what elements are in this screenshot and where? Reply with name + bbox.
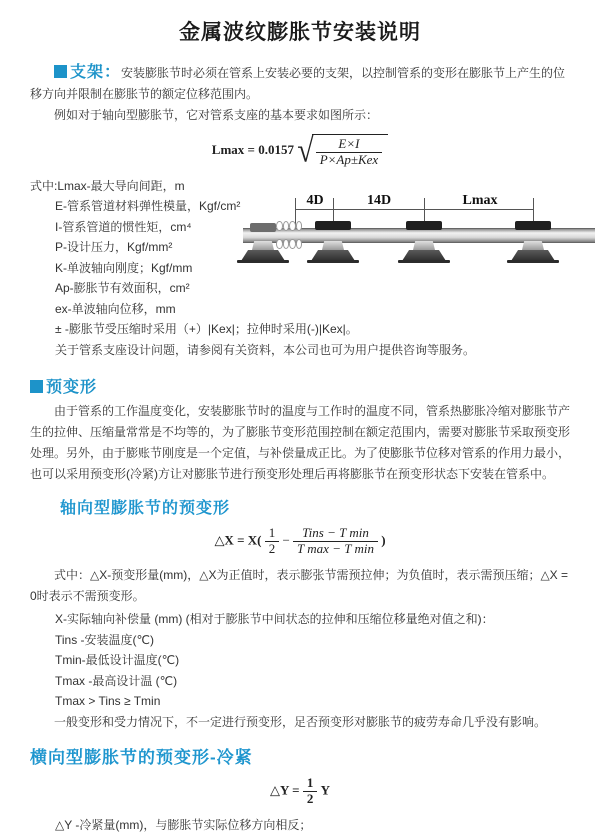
lateral-formula-post: Y xyxy=(320,782,330,798)
radicand xyxy=(312,134,389,168)
lateral-fraction-numerator: 1 xyxy=(303,776,318,792)
anchor-clamp xyxy=(250,223,276,232)
lmax-formula-lhs: Lmax = 0.0157 xyxy=(211,141,294,157)
dimension-label-lmax: Lmax xyxy=(462,193,498,208)
support-baseplate xyxy=(237,260,289,263)
axial-formula xyxy=(30,526,570,557)
support-clamp xyxy=(515,221,551,230)
support-stem xyxy=(322,241,344,250)
support-stem xyxy=(413,241,435,250)
blue-square-bullet-icon xyxy=(30,380,43,393)
lateral-fraction-denominator: 2 xyxy=(306,790,314,806)
definition-line: 式中:Lmax-最大导向间距，m xyxy=(30,178,185,193)
temperature-fraction-numerator: Tins − T min xyxy=(293,526,378,542)
lateral-subheading: 横向型膨胀节的预变形-冷紧 xyxy=(30,747,253,767)
predeform-heading-label: 预变形 xyxy=(46,379,98,397)
axial-items-list xyxy=(30,609,570,712)
blue-square-bullet-icon xyxy=(54,65,67,78)
one-half-denominator: 2 xyxy=(268,541,276,557)
plus-minus-note: ± -膨胀节受压缩时采用（+）|Kex|；拉伸时采用(-)|Kex|。 xyxy=(55,322,358,337)
bellows-coil-icon xyxy=(296,221,303,231)
support-stem xyxy=(252,241,274,250)
bellows-coil-icon xyxy=(289,221,296,231)
lateral-formula xyxy=(30,776,570,807)
axial-note-paragraph: 式中：△X-预变形量(mm)，△X为正值时，表示膨张节需预拉伸；为负值时，表示需预压缩；△X = 0时表示不需预变形。 xyxy=(30,568,569,604)
lmax-fraction-numerator: E×I xyxy=(316,137,383,153)
support-clamp xyxy=(315,221,351,230)
guided-support xyxy=(398,221,450,266)
bellows-coil-icon xyxy=(296,239,303,249)
radical-sign: √ xyxy=(297,131,314,170)
lateral-note: △Y -冷紧量(mm)，与膨胀节实际位移方向相反； xyxy=(55,817,312,832)
lmax-fraction xyxy=(316,137,383,168)
guided-support xyxy=(307,221,359,266)
support-heading: 支架： xyxy=(70,64,122,81)
definition-line: P-设计压力，Kgf/mm² xyxy=(55,240,173,255)
definition-line: Ap-膨胀节有效面积，cm² xyxy=(55,281,190,296)
temperature-fraction xyxy=(293,526,378,557)
lateral-formula-pre: △Y = xyxy=(270,782,303,798)
definition-line: I-管系管道的惯性矩，cm⁴ xyxy=(55,219,192,234)
one-half-fraction xyxy=(265,526,280,557)
page-title: 金属波纹膨胀节安装说明 xyxy=(179,21,421,44)
dimension-line xyxy=(295,209,533,210)
anchor-support xyxy=(237,221,289,266)
support-body-text: 安装膨胀节时必须在管系上安装必要的支架，以控制管系的变形在膨胀节上产生的位移方向并限制在膨胀节的额定位移范围内。 xyxy=(30,66,566,101)
axial-item: X-实际轴向补偿量 (mm) (相对于膨胀节中间状态的拉伸和压缩位移量绝对值之和)： xyxy=(55,612,494,627)
pipe-support-diagram xyxy=(243,193,600,278)
axial-formula-minus: − xyxy=(282,532,290,548)
support-baseplate xyxy=(507,260,559,263)
bellows-coil-icon xyxy=(289,239,296,249)
one-half-numerator: 1 xyxy=(265,526,280,542)
axial-subheading: 轴向型膨胀节的预变形 xyxy=(60,500,231,518)
axial-item: Tmax -最高设计温 (℃) xyxy=(55,673,178,688)
support-baseplate xyxy=(398,260,450,263)
axial-item: Tmin-最低设计温度(℃) xyxy=(55,653,180,668)
dimension-label-14d: 14D xyxy=(366,193,392,208)
axial-formula-pre: △X = X( xyxy=(214,532,262,548)
lateral-one-half-fraction xyxy=(303,776,318,807)
definition-line: E-管系管道材料弹性模量，Kgf/cm² xyxy=(55,199,241,214)
consult-note: 关于管系支座设计问题，请参阅有关资料，本公司也可为用户提供咨询等服务。 xyxy=(55,342,476,357)
predeform-body-paragraph: 由于管系的工作温度变化，安装膨胀节时的温度与工作时的温度不同，管系热膨胀冷缩对膨胀节产生的拉伸、压缩量常常是不均等的，为了膨胀节变形范围控制在额定范围内，需要对膨胀节采取预变形处理。另外，由于膨账节刚度是一个定值，与补偿量成正比。为了使膨胀节位移对管系的作用力最小，也可以采用预变形(冷紧)方让对膨胀节进行预变形处理后再将膨胀节在预变形状态下安装在管系中。 xyxy=(30,404,571,482)
support-intro-paragraph xyxy=(30,62,570,105)
predeform-heading xyxy=(30,374,570,397)
lmax-formula xyxy=(30,131,570,170)
support-clamp xyxy=(406,221,442,230)
axial-formula-post: ) xyxy=(381,532,386,548)
definition-line: ex-单波轴向位移，mm xyxy=(55,301,176,316)
support-baseplate xyxy=(307,260,359,263)
axial-item: Tins -安装温度(℃) xyxy=(55,632,155,647)
definition-line: K-单波轴向刚度；Kgf/mm xyxy=(55,260,193,275)
support-stem xyxy=(522,241,544,250)
dimension-label-4d: 4D xyxy=(306,193,324,208)
guided-support xyxy=(507,221,559,266)
axial-item: Tmax > Tins ≥ Tmin xyxy=(55,694,161,709)
lmax-fraction-denominator: P×Ap±Kex xyxy=(319,151,379,167)
temperature-fraction-denominator: T max − T min xyxy=(297,541,374,557)
axial-remark: 一般变形和受力情况下，不一定进行预变形，足否预变形对膨胀节的疲劳寿命几乎没有影响。 xyxy=(54,714,547,729)
square-root xyxy=(297,131,388,170)
support-example-line: 例如对于轴向型膨胀节，它对管系支座的基本要求如图所示： xyxy=(54,108,379,122)
